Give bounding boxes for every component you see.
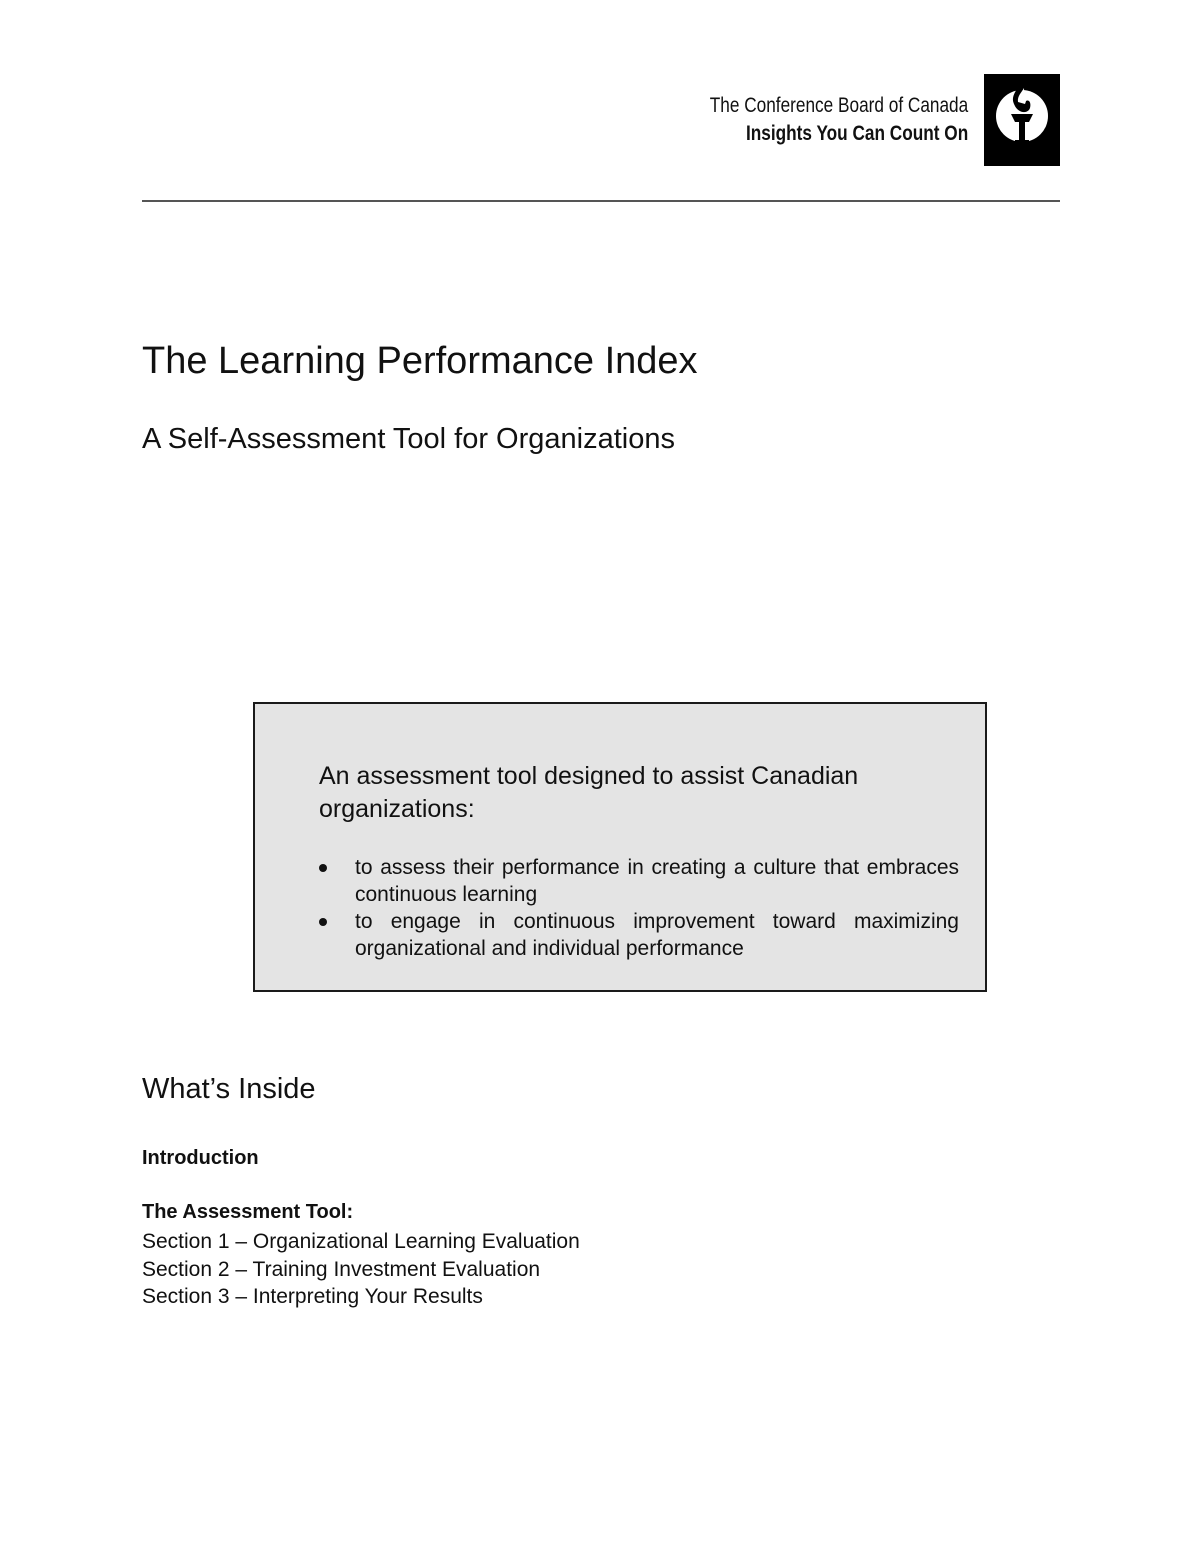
summary-bullet-list bbox=[319, 854, 959, 962]
contents-introduction: Introduction bbox=[142, 1147, 259, 1169]
contents-section-item: Section 3 – Interpreting Your Results bbox=[142, 1285, 483, 1308]
bullet-icon bbox=[319, 864, 327, 872]
contents-tool-heading: The Assessment Tool: bbox=[142, 1201, 354, 1223]
brand-block bbox=[653, 92, 968, 148]
document-title: The Learning Performance Index bbox=[142, 340, 698, 382]
summary-intro: An assessment tool designed to assist Canadian organizations: bbox=[319, 762, 859, 823]
summary-box bbox=[253, 702, 987, 992]
torch-icon bbox=[984, 74, 1060, 166]
header-divider bbox=[142, 200, 1060, 202]
contents-section-list bbox=[142, 1228, 580, 1311]
summary-bullet-text: to assess their performance in creating a culture that embraces continuous learning bbox=[355, 856, 959, 906]
contents-section-item: Section 1 – Organizational Learning Evaluation bbox=[142, 1230, 580, 1253]
contents-heading: What’s Inside bbox=[142, 1073, 316, 1105]
summary-bullet-item bbox=[319, 908, 959, 962]
organization-tagline: Insights You Can Count On bbox=[745, 122, 968, 145]
summary-bullet-item bbox=[319, 854, 959, 908]
document-subtitle: A Self-Assessment Tool for Organizations bbox=[142, 423, 675, 455]
contents-section-item: Section 2 – Training Investment Evaluation bbox=[142, 1257, 541, 1281]
bullet-icon bbox=[319, 918, 327, 926]
organization-name: The Conference Board of Canada bbox=[709, 94, 968, 117]
summary-bullet-text: to engage in continuous improvement toward maximizing organizational and individual performance bbox=[355, 910, 959, 960]
